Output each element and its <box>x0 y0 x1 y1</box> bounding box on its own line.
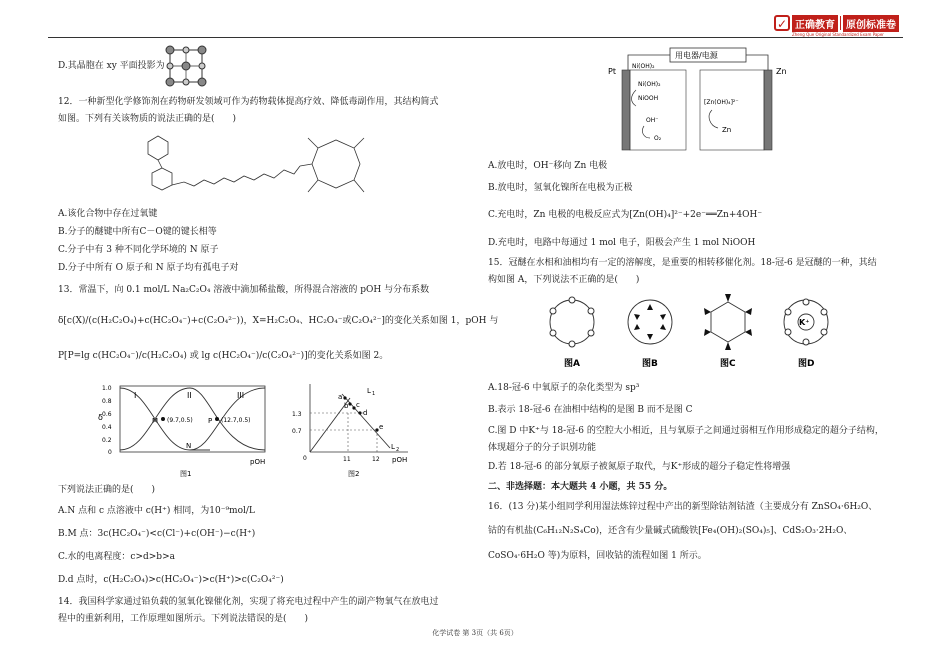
oh-label: OH⁻ <box>646 117 659 124</box>
crown-b-lone-pair <box>660 314 666 320</box>
point-d <box>358 411 361 414</box>
q14-stem-1: 14．我国科学家通过铅负载的氢氧化镍催化剂，实现了将充电过程中产生的副产物氧气在放电过 <box>58 597 439 607</box>
q14-option-a: A.放电时，OH⁻移向 Zn 电极 <box>488 161 608 171</box>
crown-c-lone-pair <box>725 342 731 350</box>
q14-option-b: B.放电时，氢氧化镍所在电极为正极 <box>488 183 633 193</box>
q15-stem-2: 构如图 A，下列说法不正确的是( ) <box>488 275 640 285</box>
figure-2-ytick: 0.7 <box>292 428 302 435</box>
point-b <box>348 402 351 405</box>
crown-b-lone-pair <box>660 324 666 330</box>
figure-2-lg-plot <box>290 380 415 480</box>
crown-a-oxygen <box>569 297 575 303</box>
q15-option-c-2: 体现超分子的分子识别功能 <box>488 443 597 453</box>
q14-option-c: C.充电时，Zn 电极的电极反应式为[Zn(OH)₄]²⁻+2e⁻══Zn+4OH⁻ <box>488 210 763 220</box>
point-m-dot <box>161 417 165 421</box>
cycle-arrow-left <box>632 90 637 106</box>
line-l1-label: L <box>367 387 371 395</box>
crown-d-oxygen <box>803 299 809 305</box>
line-l2-label: L <box>391 443 395 451</box>
crown-b-lone-pair <box>647 334 653 340</box>
crown-b-lone-pair <box>634 324 640 330</box>
checkmark-icon: ✓ <box>774 15 790 31</box>
figure-1-caption: 图1 <box>180 470 192 478</box>
battery-diagram <box>600 44 790 152</box>
figure-1-ytick: 0.8 <box>102 398 112 405</box>
pt-electrode <box>622 70 630 150</box>
page-footer: 化学试卷 第 3页（共 6页） <box>432 629 518 637</box>
point-b-label: b <box>344 402 349 410</box>
crown-d-caption: 图D <box>798 359 815 369</box>
point-n-label: N <box>186 442 192 450</box>
q13-option-d: D.d 点时，c(H₂C₂O₄)>c(HC₂O₄⁻)>c(H⁺)>c(C₂O₄²⁻) <box>58 575 284 585</box>
atom-corner <box>166 78 174 86</box>
logo-name: 正确教育 <box>792 15 838 32</box>
crown-b-caption: 图B <box>642 359 658 369</box>
q15-option-a: A.18-冠-6 中氧原子的杂化类型为 sp³ <box>488 383 640 393</box>
crown-a-oxygen <box>550 330 556 336</box>
o2-label: O₂ <box>654 135 662 142</box>
wire-right <box>746 55 768 70</box>
q15-stem-1: 15．冠醚在水相和油相均有一定的溶解度，是重要的相转移催化剂。18-冠-6 是冠醚的一种，其结 <box>488 258 877 268</box>
figure-1-label-ii: II <box>187 391 192 400</box>
figure-2-origin: 0 <box>303 455 307 462</box>
atom-edge <box>199 63 205 69</box>
q14-option-d: D.充电时，电路中每通过 1 mol 电子，阳极会产生 1 mol NiOOH <box>488 238 756 248</box>
zincate-label: [Zn(OH)₄]²⁻ <box>704 99 739 106</box>
potassium-label: K⁺ <box>799 318 810 327</box>
point-c-label: c <box>356 401 360 409</box>
q13-delta-definition: δ[c(X)/(c(H₂C₂O₄)+c(HC₂O₄⁻)+c(C₂O₄²⁻))，X=H₂C₂O₄、HC₂O₄⁻或C₂O₄²⁻]的变化关系如图 1，pOH 与 <box>58 316 499 326</box>
point-m-coord: (9.7,0.5) <box>167 417 193 424</box>
line-l1-sub: 1 <box>372 391 376 397</box>
crown-c-caption: 图C <box>720 359 736 369</box>
point-p-label: P <box>208 417 213 425</box>
q12-stem-2: 如图。下列有关该物质的说法正确的是( ) <box>58 114 237 124</box>
header-rule <box>48 37 903 38</box>
atom-edge <box>183 79 189 85</box>
crown-c-lone-pair <box>704 308 711 315</box>
q12-option-b: B.分子的醚键中所有C－O键的键长相等 <box>58 227 217 237</box>
figure-1-ytick: 0.4 <box>102 424 112 431</box>
q13-option-b: B.M 点：3c(HC₂O₄⁻)<c(Cl⁻)+c(OH⁻)−c(H⁺) <box>58 529 256 539</box>
crown-d-oxygen <box>803 339 809 345</box>
crown-b-lone-pair <box>634 314 640 320</box>
figure-2-xlabel: pOH <box>392 456 408 464</box>
crown-d-oxygen <box>821 329 827 335</box>
triazine-ring <box>148 136 168 160</box>
crown-c-lone-pair <box>745 308 752 315</box>
crown-c-lone-pair <box>704 329 711 336</box>
zn-label: Zn <box>776 67 787 76</box>
benzene-ring <box>152 168 172 190</box>
crown-d-oxygen <box>785 309 791 315</box>
q13-option-c: C.水的电离程度：c>d>b>a <box>58 552 175 562</box>
q12-option-d: D.分子中所有 O 原子和 N 原子均有孤电子对 <box>58 263 239 273</box>
figure-1-label-i: I <box>134 391 137 400</box>
q15-option-c-1: C.图 D 中K⁺与 18-冠-6 的空腔大小相近，且与氧原子之间通过弱相互作用形成稳定的超分子结构， <box>488 426 884 436</box>
crown-ether-figures <box>540 290 840 372</box>
load-label: 用电器/电源 <box>675 51 718 60</box>
crown-a-oxygen <box>588 330 594 336</box>
line-l2-sub: 2 <box>396 447 400 453</box>
cycle-arrow-o2 <box>642 126 650 138</box>
peg-chain <box>172 166 300 186</box>
q15-option-d: D.若 18-冠-6 的部分氧原子被氮原子取代，与K⁺形成的超分子稳定性将增强 <box>488 462 791 472</box>
figure-1-label-iii: III <box>237 391 245 400</box>
figure-2-xtick: 11 <box>343 456 351 463</box>
zn-inner-label: Zn <box>722 126 732 134</box>
figure-2-xtick: 12 <box>372 456 380 463</box>
right-compartment <box>700 70 764 150</box>
q13-p-definition: P[P=lg c(HC₂O₄⁻)/c(H₂C₂O₄) 或 lg c(HC₂O₄⁻)/c(C₂O₄²⁻)]的变化关系如图 2。 <box>58 351 389 361</box>
figure-1-ytick: 0 <box>108 449 112 456</box>
point-e-label: e <box>379 423 384 431</box>
atom-corner <box>198 78 206 86</box>
q11-option-d: D.其晶胞在 xy 平面投影为 <box>58 61 165 71</box>
crown-a-ring <box>550 300 594 344</box>
crown-d-oxygen <box>785 329 791 335</box>
niooh-label: NiOOH <box>638 95 659 102</box>
figure-2-caption: 图2 <box>348 470 360 478</box>
brand-logo <box>774 14 899 32</box>
q12-option-c: C.分子中有 3 种不同化学环境的 N 原子 <box>58 245 219 255</box>
q12-structure-figure <box>140 130 380 200</box>
q16-line-2: 钴的有机盐(C₆H₁₂N₂S₄Co)，还含有少量碱式硫酸铁[Fe₄(OH)₂(SO₄)₅]、CdS₂O₃·2H₂O、 <box>488 526 853 536</box>
crown-a-oxygen <box>588 308 594 314</box>
logo-subtitle: Zheng Que Original Standardized Exam Paper <box>792 32 884 37</box>
section-2-heading: 二、非选择题：本大题共 4 小题，共 55 分。 <box>488 482 673 492</box>
point-a-label: a <box>338 393 343 401</box>
atom-edge <box>183 47 189 53</box>
ni-oh2-inner-label: Ni(OH)₂ <box>638 81 661 88</box>
crown-c-lone-pair <box>725 294 731 302</box>
q12-option-a: A.该化合物中存在过氧键 <box>58 209 158 219</box>
atom-edge <box>167 63 173 69</box>
crown-a-oxygen <box>550 308 556 314</box>
figure-1-ytick: 0.2 <box>102 437 112 444</box>
crystal-projection-figure <box>164 44 208 88</box>
line-l1-fall <box>342 394 390 448</box>
point-m-label: M <box>152 417 159 425</box>
q16-line-1: 16．(13 分)某小组同学利用湿法炼锌过程中产出的新型除钴剂钴渣（主要成分有 ZnSO₄·6H₂O、 <box>488 502 878 512</box>
ni-oh2-label: Ni(OH)₂ <box>632 63 655 70</box>
figure-1-ylabel: δ <box>98 413 103 422</box>
crown-c-ring <box>711 302 745 342</box>
q13-option-a: A.N 点和 c 点溶液中 c(H⁺) 相同，为10⁻⁹mol/L <box>58 506 255 516</box>
cyclen-ring <box>312 140 360 188</box>
zn-electrode <box>764 70 772 150</box>
q12-stem-1: 12．一种新型化学修饰剂在药物研发领域可作为药物载体提高疗效、降低毒副作用，其结构简式 <box>58 97 439 107</box>
point-a <box>343 396 346 399</box>
crown-a-oxygen <box>569 341 575 347</box>
q15-option-b: B.表示 18-冠-6 在油相中结构的是图 B 而不是图 C <box>488 405 693 415</box>
figure-1-ytick: 1.0 <box>102 385 112 392</box>
logo-slogan: 原创标准卷 <box>843 15 899 32</box>
q14-stem-2: 程中的重新利用，工作原理如图所示。下列说法错误的是( ) <box>58 614 309 624</box>
q13-question: 下列说法正确的是( ) <box>58 485 156 495</box>
crown-a-caption: 图A <box>564 359 580 369</box>
atom-center <box>182 62 190 70</box>
atom-corner <box>198 46 206 54</box>
point-p-dot <box>215 417 219 421</box>
figure-1-ytick: 0.6 <box>102 411 112 418</box>
point-p-coord: (12.7,0.5) <box>221 417 251 424</box>
crown-d-oxygen <box>821 309 827 315</box>
pt-label: Pt <box>608 67 616 76</box>
logo-divider <box>840 16 841 30</box>
figure-1-xlabel: pOH <box>250 458 266 466</box>
figure-1-distribution-plot <box>90 380 275 480</box>
q13-stem-1: 13．常温下，向 0.1 mol/L Na₂C₂O₄ 溶液中滴加稀盐酸，所得混合溶液的 pOH 与分布系数 <box>58 285 430 295</box>
atom-corner <box>166 46 174 54</box>
point-d-label: d <box>363 409 368 417</box>
cycle-arrow-zn <box>709 110 718 128</box>
figure-2-ytick: 1.3 <box>292 411 302 418</box>
crown-b-lone-pair <box>647 304 653 310</box>
crown-c-lone-pair <box>745 329 752 336</box>
q16-line-3: CoSO₄·6H₂O 等)为原料，回收钴的流程如图 1 所示。 <box>488 551 707 561</box>
